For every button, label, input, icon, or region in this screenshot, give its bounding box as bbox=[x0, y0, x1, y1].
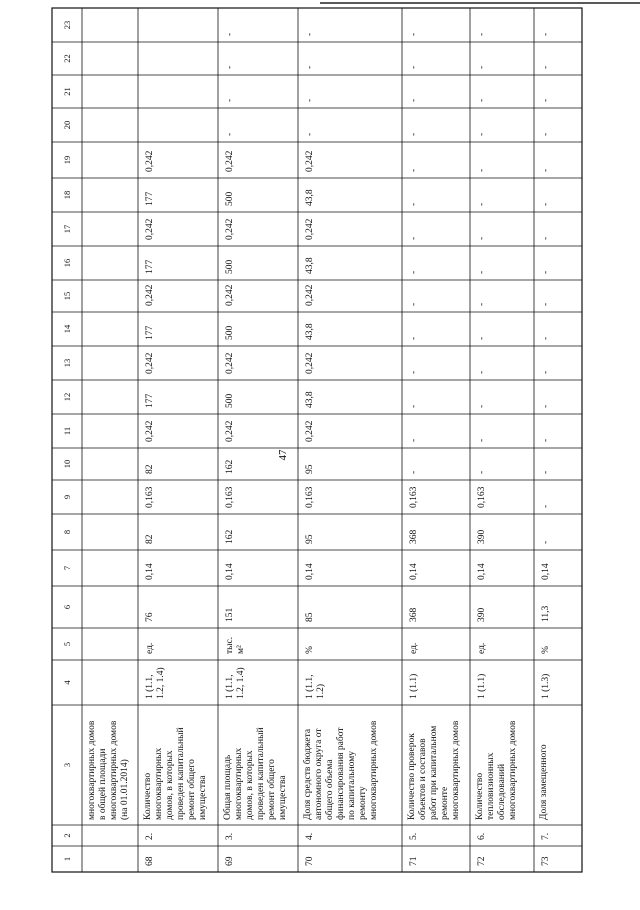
value-cell: 0,242 bbox=[225, 150, 235, 172]
value-cell: - bbox=[541, 438, 551, 442]
value-cell: 43,8 bbox=[305, 257, 315, 274]
column-header-number: 3 bbox=[62, 762, 72, 768]
value-cell: - bbox=[409, 302, 419, 306]
value-cell: 0,163 bbox=[145, 486, 155, 508]
column-header-number: 6 bbox=[62, 604, 72, 610]
value-cell: - bbox=[409, 168, 419, 172]
value-cell: - bbox=[409, 370, 419, 374]
column-header-number: 10 bbox=[62, 459, 72, 469]
item-number: 2. bbox=[145, 832, 155, 840]
value-cell: - bbox=[409, 98, 419, 102]
value-cell: 0,242 bbox=[145, 150, 155, 172]
value-cell: - bbox=[541, 540, 551, 544]
indicator-name-line: объектов и составов bbox=[418, 738, 428, 820]
value-cell: - bbox=[541, 65, 551, 69]
value-cell: 11,3 bbox=[541, 605, 551, 622]
value-cell: 0,242 bbox=[145, 218, 155, 240]
row-number: 71 bbox=[409, 856, 419, 866]
indicator-name-line: по капитальному bbox=[347, 751, 357, 820]
indicator-name-line: Количество bbox=[143, 772, 153, 820]
column-header-number: 8 bbox=[62, 529, 72, 535]
program-reference: 1 (1.1, bbox=[225, 674, 235, 699]
value-cell: - bbox=[541, 168, 551, 172]
value-cell: - bbox=[225, 98, 235, 102]
value-cell: 0,163 bbox=[409, 486, 419, 508]
indicator-name-line: ремонте bbox=[440, 786, 450, 820]
value-cell: 368 bbox=[409, 529, 419, 544]
indicator-name-line: многоквартирных bbox=[154, 747, 164, 820]
value-cell: - bbox=[477, 65, 487, 69]
value-cell: 390 bbox=[477, 529, 487, 544]
value-cell: - bbox=[477, 168, 487, 172]
value-cell: 43,8 bbox=[305, 391, 315, 408]
value-cell: 0,163 bbox=[305, 486, 315, 508]
value-cell: 177 bbox=[145, 259, 155, 274]
program-reference: 1.2) bbox=[316, 683, 326, 699]
column-header-number: 2 bbox=[62, 833, 72, 838]
value-cell: - bbox=[409, 32, 419, 36]
indicator-name-line: ремонт общего bbox=[187, 759, 197, 820]
program-reference: 1 (1.1) bbox=[477, 673, 487, 699]
column-header-number: 17 bbox=[62, 224, 72, 234]
data-table bbox=[52, 8, 582, 872]
indicator-name-line: тепловизионных bbox=[486, 752, 496, 820]
value-cell: - bbox=[541, 370, 551, 374]
indicator-name-line: многоквартирных домов bbox=[109, 720, 119, 820]
unit-label: % bbox=[541, 646, 551, 654]
indicator-name-line: Количество bbox=[475, 772, 485, 820]
value-cell: - bbox=[477, 370, 487, 374]
indicator-name-line: (на 01.01.2014) bbox=[120, 759, 130, 820]
value-cell: - bbox=[541, 504, 551, 508]
unit-label: ед. bbox=[409, 642, 419, 654]
value-cell: - bbox=[477, 32, 487, 36]
value-cell: - bbox=[541, 202, 551, 206]
value-cell: - bbox=[477, 470, 487, 474]
indicator-name-line: Доля средств бюджета bbox=[303, 728, 313, 820]
value-cell: - bbox=[225, 32, 235, 36]
unit-label: тыс. bbox=[225, 636, 235, 654]
value-cell: - bbox=[541, 236, 551, 240]
value-cell: - bbox=[305, 98, 315, 102]
program-reference: 1 (1.1, bbox=[145, 674, 155, 699]
program-reference: 1 (1.1, bbox=[305, 674, 315, 699]
value-cell: - bbox=[409, 470, 419, 474]
value-cell: 368 bbox=[409, 607, 419, 622]
program-reference: 1 (1.1) bbox=[409, 673, 419, 699]
column-header-number: 5 bbox=[62, 641, 72, 647]
column-header-number: 23 bbox=[62, 20, 72, 30]
indicator-name-line: домов, в которых bbox=[165, 750, 175, 820]
column-header-number: 21 bbox=[62, 87, 72, 96]
indicator-name-line: Количество проверок bbox=[407, 733, 417, 820]
value-cell: 0,242 bbox=[305, 218, 315, 240]
indicator-name-line: проведен капитальный bbox=[176, 727, 186, 820]
value-cell: 177 bbox=[145, 393, 155, 408]
value-cell: - bbox=[477, 98, 487, 102]
value-cell: - bbox=[305, 32, 315, 36]
item-number: 4. bbox=[305, 832, 315, 840]
value-cell: 0,242 bbox=[145, 284, 155, 306]
value-cell: - bbox=[477, 404, 487, 408]
value-cell: - bbox=[541, 470, 551, 474]
value-cell: - bbox=[477, 132, 487, 136]
value-cell: - bbox=[409, 132, 419, 136]
value-cell: 500 bbox=[225, 191, 235, 206]
indicator-name-line: проведен капитальный bbox=[256, 727, 266, 820]
indicator-name-line: имущества bbox=[278, 775, 288, 820]
column-header-number: 20 bbox=[62, 120, 72, 130]
program-reference: 1 (1.3) bbox=[541, 673, 551, 699]
program-reference: 1.2, 1.4) bbox=[236, 667, 246, 699]
value-cell: 162 bbox=[225, 459, 235, 474]
column-header-number: 9 bbox=[62, 494, 72, 500]
indicator-name-line: автономного округа от bbox=[314, 728, 324, 820]
row-number: 68 bbox=[145, 856, 155, 866]
indicator-name-line: многоквартирных домов bbox=[451, 720, 461, 820]
value-cell: - bbox=[477, 270, 487, 274]
column-header-number: 7 bbox=[62, 565, 72, 571]
column-header-number: 16 bbox=[62, 258, 72, 268]
value-cell: 177 bbox=[145, 325, 155, 340]
value-cell: - bbox=[409, 202, 419, 206]
value-cell: - bbox=[541, 98, 551, 102]
value-cell: - bbox=[409, 236, 419, 240]
row-number: 70 bbox=[305, 856, 315, 866]
value-cell: 0,14 bbox=[541, 563, 551, 580]
value-cell: 390 bbox=[477, 607, 487, 622]
unit-label: ед. bbox=[145, 642, 155, 654]
value-cell: 0,242 bbox=[305, 420, 315, 442]
value-cell: - bbox=[477, 236, 487, 240]
page-number: 47 bbox=[277, 449, 289, 461]
value-cell: 0,163 bbox=[477, 486, 487, 508]
value-cell: 0,242 bbox=[305, 150, 315, 172]
value-cell: 177 bbox=[145, 191, 155, 206]
value-cell: - bbox=[305, 132, 315, 136]
value-cell: 0,242 bbox=[225, 352, 235, 374]
value-cell: 95 bbox=[305, 464, 315, 474]
indicator-name-line: многоквартирных домов bbox=[508, 720, 518, 820]
column-header-number: 18 bbox=[62, 190, 72, 200]
value-cell: - bbox=[541, 302, 551, 306]
column-header-number: 12 bbox=[62, 392, 72, 402]
value-cell: 0,14 bbox=[225, 563, 235, 580]
value-cell: 0,242 bbox=[225, 420, 235, 442]
indicator-name-line: работ при капитальном bbox=[429, 725, 439, 820]
value-cell: - bbox=[477, 202, 487, 206]
row-number: 73 bbox=[541, 856, 551, 866]
value-cell: 500 bbox=[225, 325, 235, 340]
value-cell: - bbox=[225, 132, 235, 136]
column-header-number: 15 bbox=[62, 291, 72, 301]
value-cell: 151 bbox=[225, 607, 235, 622]
value-cell: 0,242 bbox=[225, 218, 235, 240]
value-cell: 0,242 bbox=[145, 420, 155, 442]
column-header-number: 22 bbox=[62, 54, 72, 63]
indicator-name-line: в общей площади bbox=[98, 748, 108, 820]
value-cell: 0,14 bbox=[305, 563, 315, 580]
item-number: 6. bbox=[477, 832, 487, 840]
value-cell: - bbox=[409, 438, 419, 442]
value-cell: - bbox=[541, 132, 551, 136]
value-cell: 500 bbox=[225, 259, 235, 274]
value-cell: 43,8 bbox=[305, 189, 315, 206]
column-header-number: 4 bbox=[62, 680, 72, 685]
value-cell: - bbox=[541, 336, 551, 340]
value-cell: 43,8 bbox=[305, 323, 315, 340]
value-cell: 85 bbox=[305, 612, 315, 622]
indicator-name-line: многоквартирных домов bbox=[87, 720, 97, 820]
value-cell: - bbox=[409, 270, 419, 274]
value-cell: 0,14 bbox=[409, 563, 419, 580]
row-number: 69 bbox=[225, 856, 235, 866]
column-header-number: 19 bbox=[62, 155, 72, 165]
item-number: 7. bbox=[541, 832, 551, 840]
value-cell: - bbox=[477, 438, 487, 442]
value-cell: 0,163 bbox=[225, 486, 235, 508]
column-header-number: 1 bbox=[62, 856, 72, 862]
value-cell: 82 bbox=[145, 534, 155, 544]
value-cell: - bbox=[409, 336, 419, 340]
column-header-number: 14 bbox=[62, 324, 72, 334]
value-cell: - bbox=[541, 32, 551, 36]
value-cell: 0,14 bbox=[145, 563, 155, 580]
value-cell: 95 bbox=[305, 534, 315, 544]
value-cell: - bbox=[409, 65, 419, 69]
indicator-name-line: Доля замещенного bbox=[539, 744, 549, 820]
indicator-name-line: имущества bbox=[198, 775, 208, 820]
value-cell: - bbox=[477, 302, 487, 306]
value-cell: 0,242 bbox=[225, 284, 235, 306]
column-header-number: 13 bbox=[62, 358, 72, 368]
value-cell: - bbox=[541, 404, 551, 408]
program-reference: 1.2, 1.4) bbox=[156, 667, 166, 699]
value-cell: - bbox=[225, 65, 235, 69]
indicator-name-line: ремонт общего bbox=[267, 759, 277, 820]
unit-label: м² bbox=[236, 645, 246, 654]
value-cell: 76 bbox=[145, 612, 155, 622]
value-cell: - bbox=[541, 270, 551, 274]
item-number: 3. bbox=[225, 832, 235, 840]
value-cell: - bbox=[477, 336, 487, 340]
value-cell: 0,242 bbox=[305, 352, 315, 374]
value-cell: - bbox=[305, 65, 315, 69]
value-cell: 500 bbox=[225, 393, 235, 408]
indicator-name-line: обследований bbox=[497, 763, 507, 820]
indicator-name-line: домов, в которых bbox=[245, 750, 255, 820]
indicator-name-line: многоквартирных bbox=[234, 747, 244, 820]
value-cell: 0,242 bbox=[305, 284, 315, 306]
column-header-number: 11 bbox=[62, 426, 72, 436]
value-cell: - bbox=[409, 404, 419, 408]
unit-label: % bbox=[305, 646, 315, 654]
value-cell: 0,242 bbox=[145, 352, 155, 374]
unit-label: ед. bbox=[477, 642, 487, 654]
indicator-name-line: многоквартирных домов bbox=[369, 720, 379, 820]
value-cell: 82 bbox=[145, 464, 155, 474]
value-cell: 0,14 bbox=[477, 563, 487, 580]
indicator-name-line: ремонту bbox=[358, 786, 368, 820]
indicator-name-line: финансирования работ bbox=[336, 727, 346, 820]
row-number: 72 bbox=[477, 856, 487, 866]
indicator-name-line: общего объема bbox=[325, 759, 335, 820]
item-number: 5. bbox=[409, 832, 419, 840]
indicator-name-line: Общая площадь bbox=[223, 754, 233, 820]
value-cell: 162 bbox=[225, 529, 235, 544]
